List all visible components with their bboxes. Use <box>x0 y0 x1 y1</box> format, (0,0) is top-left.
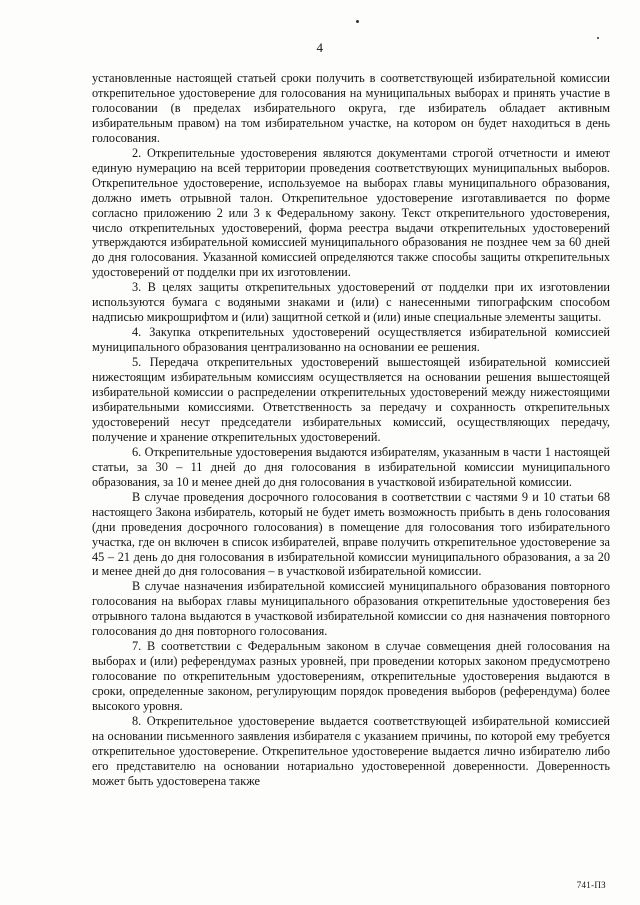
document-body <box>92 71 610 789</box>
paragraph-continuation: установленные настоящей статьей сроки получить в соответствующей избирательной комиссии открепительное удостоверение для голосования на муниципальных выборах и принять участие в голосовании (в пределах избирательного округа, где избиратель обладает активным избирательным правом) на том избирательном участке, на котором он будет находиться в день голосования. <box>92 71 610 145</box>
paragraph-6: 6. Открепительные удостоверения выдаются избирателям, указанным в части 1 настоящей статьи, за 30 – 11 дней до дня голосования в избирательной комиссии муниципального образования, за 10 и менее дней до дня голосования в участковой избирательной комиссии. <box>92 444 610 489</box>
paragraph-6-early-voting: В случае проведения досрочного голосования в соответствии с частями 9 и 10 статьи 68 настоящего Закона избиратель, который не будет иметь возможность прибыть в день голосования (дни проведения досрочного голосования) в помещение для голосования того избирательного участка, где он включен в список избирателей, вправе получить открепительное удостоверение за 45 – 21 день до дня голосования в избирательной комиссии муниципального образования, а за 20 и менее дней до дня голосования – в участковой избирательной комиссии. <box>92 489 610 579</box>
scan-speck <box>597 37 599 39</box>
paragraph-7: 7. В соответствии с Федеральным законом в случае совмещения дней голосования на выборах и (или) референдумах разных уровней, при проведении которых законом предусмотрено голосование по открепительным удостоверениям, открепительные удостоверения выдаются в сроки, определенные законом, регулирующим порядок проведения выборов (референдума) более высокого уровня. <box>92 639 610 714</box>
paragraph-5: 5. Передача открепительных удостоверений вышестоящей избирательной комиссией нижестоящим избирательным комиссиям осуществляется на основании решения вышестоящей избирательной комиссии о распределении открепительных удостоверений между нижестоящими избирательными комиссиями. Ответственность за передачу и сохранность открепительных удостоверений несут председатели избирательных комиссий, осуществляющих передачу, получение и хранение открепительных удостоверений. <box>92 355 610 444</box>
paragraph-2: 2. Открепительные удостоверения являются документами строгой отчетности и имеют единую нумерацию на всей территории проведения соответствующих муниципальных выборов. Открепительное удостоверение, используемое на выборах главы муниципального образования, должно иметь отрывной талон. Открепительное удостоверение изготавливается по форме согласно приложению 2 или 3 к Федеральному закону. Текст открепительного удостоверения, число открепительных удостоверений, форма реестра выдачи открепительных удостоверений утверждаются избирательной комиссией муниципального образования не позднее чем за 60 дней до дня голосования. Указанной комиссией определяются также способы защиты открепительных удостоверений от подделки при их изготовлении. <box>92 145 610 280</box>
paragraph-3: 3. В целях защиты открепительных удостоверений от подделки при их изготовлении используются бумага с водяными знаками и (или) с нанесенными типографским способом надписью микрошрифтом и (или) защитной сеткой и (или) иные специальные элементы защиты. <box>92 280 610 325</box>
scan-speck <box>356 20 359 23</box>
paragraph-6-repeat-voting: В случае назначения избирательной комиссией муниципального образования повторного голосования на выборах главы муниципального образования открепительные удостоверения без отрывного талона выдаются в участковой избирательной комиссии со дня назначения повторного голосования до дня повторного голосования. <box>92 579 610 639</box>
page-number: 4 <box>316 40 324 55</box>
paragraph-8: 8. Открепительное удостоверение выдается соответствующей избирательной комиссией на основании письменного заявления избирателя с указанием причины, по которой ему требуется открепительное удостоверение. Открепительное удостоверение выдается лично избирателю либо его представителю на основании нотариально удостоверенной доверенности. Доверенность может быть удостоверена также <box>92 713 610 788</box>
paragraph-4: 4. Закупка открепительных удостоверений осуществляется избирательной комиссией муниципального образования централизованно на основании ее решения. <box>92 325 610 355</box>
document-code: 741-ПЗ <box>576 880 606 890</box>
